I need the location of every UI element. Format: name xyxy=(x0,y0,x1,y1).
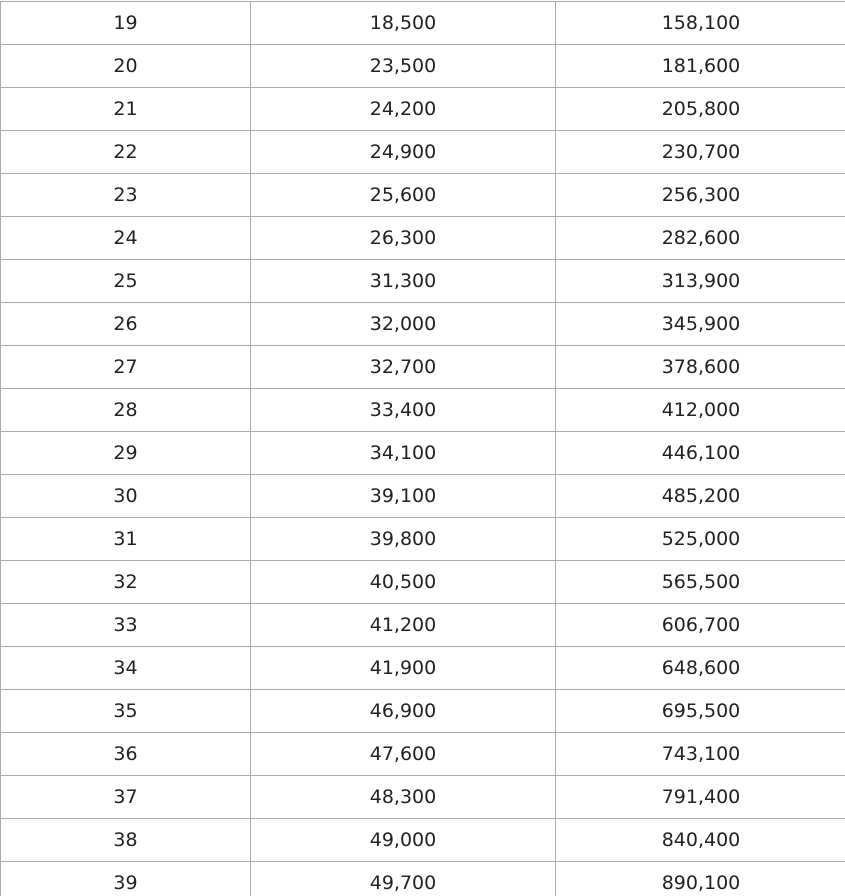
table-row xyxy=(1,346,845,389)
table-row xyxy=(1,647,845,690)
total-cell: 840,400 xyxy=(556,819,845,862)
level-cell: 25 xyxy=(1,260,251,303)
table-row xyxy=(1,45,845,88)
table-row xyxy=(1,217,845,260)
level-cell: 36 xyxy=(1,733,251,776)
value-cell: 49,700 xyxy=(251,862,556,896)
value-cell: 41,900 xyxy=(251,647,556,690)
level-cell: 31 xyxy=(1,518,251,561)
value-cell: 24,900 xyxy=(251,131,556,174)
table-row xyxy=(1,174,845,217)
total-cell: 890,100 xyxy=(556,862,845,896)
value-cell: 41,200 xyxy=(251,604,556,647)
table-row xyxy=(1,432,845,475)
level-cell: 34 xyxy=(1,647,251,690)
table-row xyxy=(1,733,845,776)
total-cell: 446,100 xyxy=(556,432,845,475)
level-cell: 24 xyxy=(1,217,251,260)
total-cell: 606,700 xyxy=(556,604,845,647)
table-row xyxy=(1,862,845,896)
total-cell: 181,600 xyxy=(556,45,845,88)
table-row xyxy=(1,260,845,303)
table-row xyxy=(1,776,845,819)
data-table xyxy=(0,1,845,896)
table-row xyxy=(1,2,845,45)
total-cell: 743,100 xyxy=(556,733,845,776)
level-cell: 29 xyxy=(1,432,251,475)
level-cell: 27 xyxy=(1,346,251,389)
value-cell: 31,300 xyxy=(251,260,556,303)
table-row xyxy=(1,303,845,346)
value-cell: 32,000 xyxy=(251,303,556,346)
total-cell: 282,600 xyxy=(556,217,845,260)
value-cell: 34,100 xyxy=(251,432,556,475)
value-cell: 39,100 xyxy=(251,475,556,518)
value-cell: 49,000 xyxy=(251,819,556,862)
total-cell: 345,900 xyxy=(556,303,845,346)
table-body xyxy=(1,2,845,896)
level-cell: 20 xyxy=(1,45,251,88)
table-row xyxy=(1,475,845,518)
level-cell: 33 xyxy=(1,604,251,647)
value-cell: 18,500 xyxy=(251,2,556,45)
total-cell: 565,500 xyxy=(556,561,845,604)
level-cell: 19 xyxy=(1,2,251,45)
total-cell: 791,400 xyxy=(556,776,845,819)
total-cell: 205,800 xyxy=(556,88,845,131)
value-cell: 39,800 xyxy=(251,518,556,561)
total-cell: 525,000 xyxy=(556,518,845,561)
level-cell: 21 xyxy=(1,88,251,131)
table-row xyxy=(1,561,845,604)
value-cell: 33,400 xyxy=(251,389,556,432)
table-row xyxy=(1,690,845,733)
total-cell: 378,600 xyxy=(556,346,845,389)
value-cell: 32,700 xyxy=(251,346,556,389)
value-cell: 24,200 xyxy=(251,88,556,131)
table-row xyxy=(1,88,845,131)
level-cell: 32 xyxy=(1,561,251,604)
table-row xyxy=(1,131,845,174)
level-cell: 38 xyxy=(1,819,251,862)
value-cell: 40,500 xyxy=(251,561,556,604)
level-cell: 30 xyxy=(1,475,251,518)
value-cell: 46,900 xyxy=(251,690,556,733)
value-cell: 48,300 xyxy=(251,776,556,819)
level-cell: 35 xyxy=(1,690,251,733)
table-row xyxy=(1,819,845,862)
total-cell: 256,300 xyxy=(556,174,845,217)
level-cell: 23 xyxy=(1,174,251,217)
table-row xyxy=(1,389,845,432)
level-cell: 39 xyxy=(1,862,251,896)
total-cell: 412,000 xyxy=(556,389,845,432)
level-cell: 22 xyxy=(1,131,251,174)
value-cell: 25,600 xyxy=(251,174,556,217)
table-row xyxy=(1,518,845,561)
value-cell: 26,300 xyxy=(251,217,556,260)
total-cell: 695,500 xyxy=(556,690,845,733)
total-cell: 485,200 xyxy=(556,475,845,518)
level-cell: 37 xyxy=(1,776,251,819)
total-cell: 158,100 xyxy=(556,2,845,45)
value-cell: 47,600 xyxy=(251,733,556,776)
value-cell: 23,500 xyxy=(251,45,556,88)
level-cell: 28 xyxy=(1,389,251,432)
table-row xyxy=(1,604,845,647)
total-cell: 648,600 xyxy=(556,647,845,690)
level-cell: 26 xyxy=(1,303,251,346)
total-cell: 230,700 xyxy=(556,131,845,174)
total-cell: 313,900 xyxy=(556,260,845,303)
